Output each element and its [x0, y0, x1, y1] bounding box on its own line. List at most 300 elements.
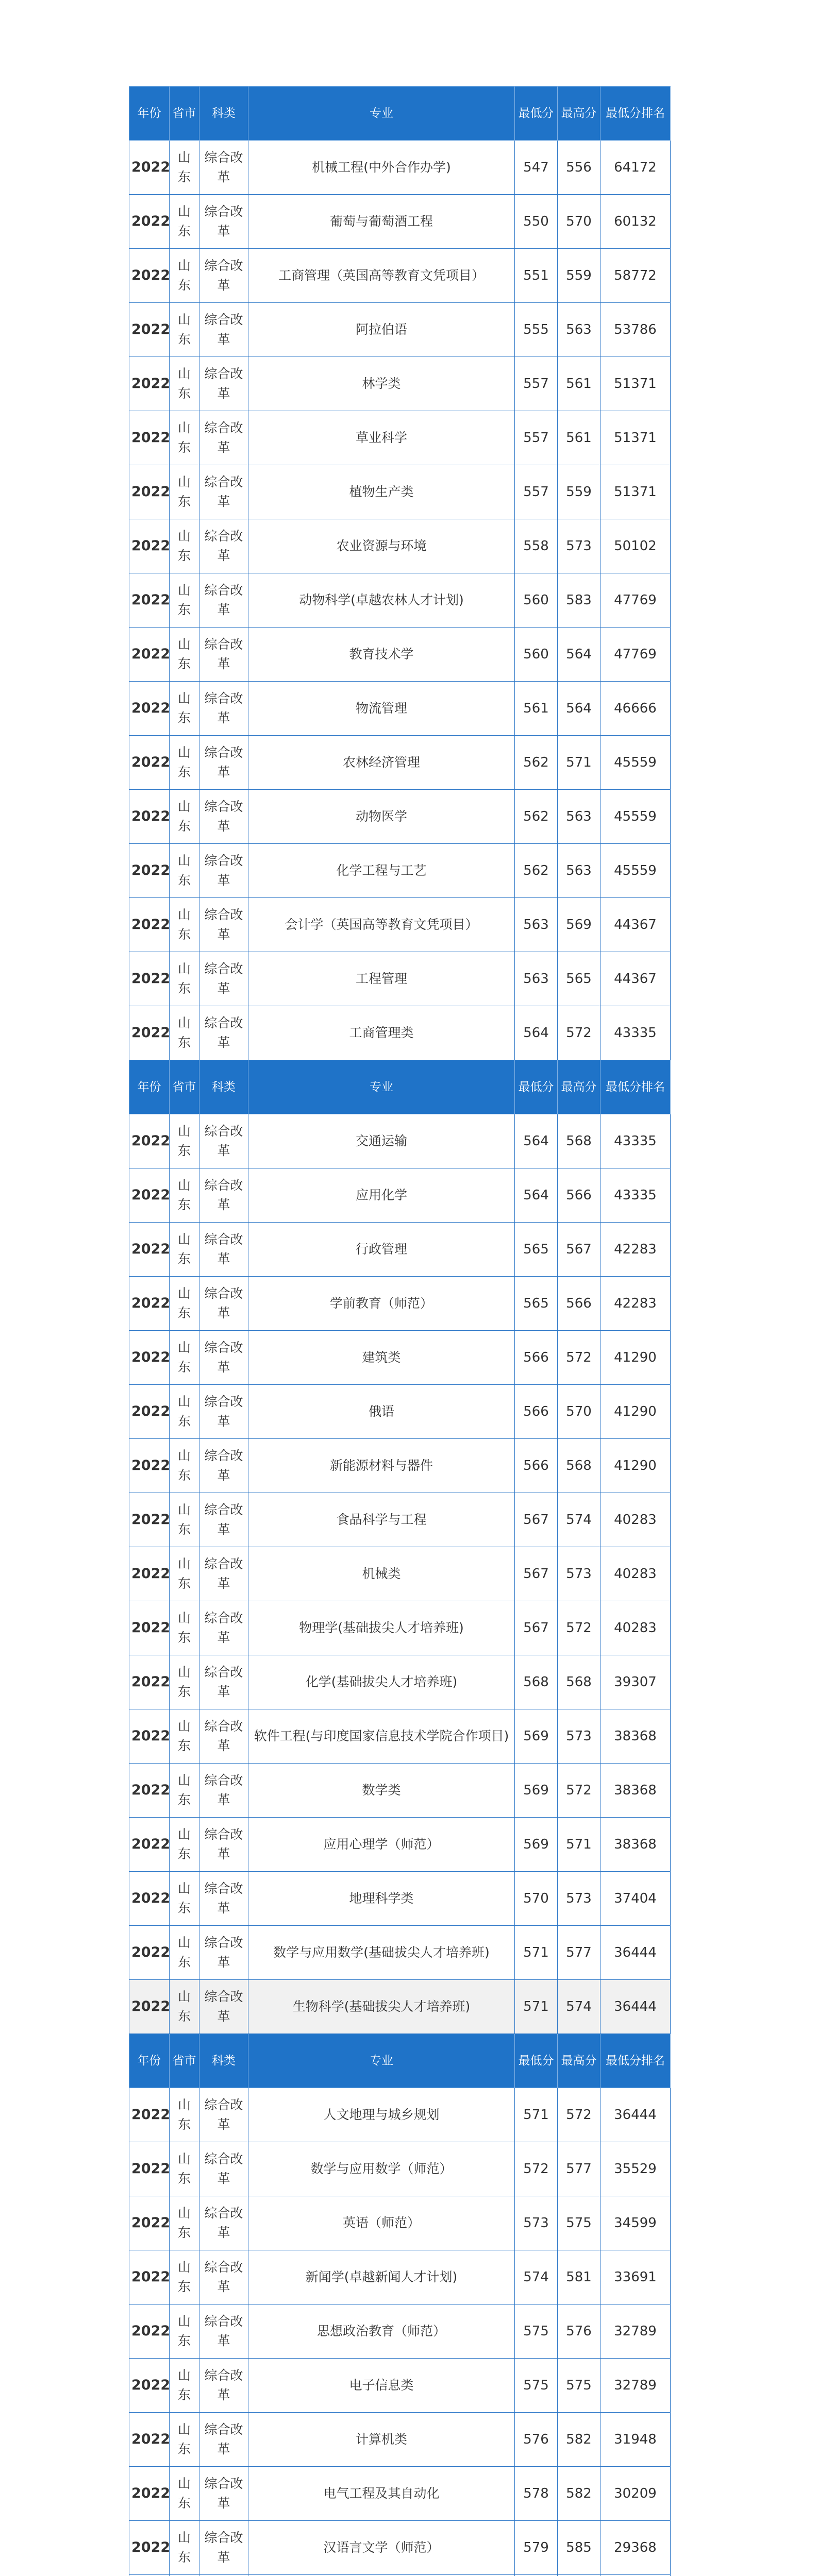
cell-province: 山东: [170, 1655, 199, 1709]
column-header-min: 最低分: [515, 2034, 558, 2088]
cell-major: 建筑类: [248, 1331, 515, 1385]
cell-major: 化学(基础拔尖人才培养班): [248, 1655, 515, 1709]
cell-province: 山东: [170, 1926, 199, 1980]
cell-rank: 44367: [600, 952, 671, 1006]
cell-year: 2022: [129, 411, 170, 465]
cell-category: 综合改革: [199, 573, 248, 628]
cell-category: 综合改革: [199, 1493, 248, 1547]
table-row: [129, 1168, 671, 1223]
cell-major: 应用化学: [248, 1168, 515, 1223]
cell-major: 数学类: [248, 1764, 515, 1818]
cell-category: 综合改革: [199, 1926, 248, 1980]
table-row: [129, 2413, 671, 2467]
cell-category: 综合改革: [199, 1601, 248, 1655]
cell-rank: 30209: [600, 2467, 671, 2521]
table-row: [129, 1277, 671, 1331]
cell-min: 569: [515, 1764, 558, 1818]
cell-max: 572: [558, 1331, 600, 1385]
cell-major: 思想政治教育（师范）: [248, 2304, 515, 2359]
cell-province: 山东: [170, 1980, 199, 2034]
cell-max: 565: [558, 952, 600, 1006]
cell-year: 2022: [129, 195, 170, 249]
cell-max: 581: [558, 2250, 600, 2304]
cell-category: 综合改革: [199, 2467, 248, 2521]
cell-min: 558: [515, 519, 558, 573]
cell-min: 561: [515, 682, 558, 736]
cell-province: 山东: [170, 1764, 199, 1818]
cell-rank: 36444: [600, 1980, 671, 2034]
column-header-year: 年份: [129, 87, 170, 141]
table-row: [129, 1547, 671, 1601]
cell-max: 572: [558, 1764, 600, 1818]
cell-province: 山东: [170, 1385, 199, 1439]
table-row: [129, 1926, 671, 1980]
cell-min: 566: [515, 1331, 558, 1385]
column-header-category: 科类: [199, 2034, 248, 2088]
cell-year: 2022: [129, 573, 170, 628]
cell-major: 物流管理: [248, 682, 515, 736]
column-header-max: 最高分: [558, 2034, 600, 2088]
cell-year: 2022: [129, 2521, 170, 2575]
column-header-min: 最低分: [515, 87, 558, 141]
cell-category: 综合改革: [199, 249, 248, 303]
cell-year: 2022: [129, 1168, 170, 1223]
cell-category: 综合改革: [199, 790, 248, 844]
cell-major: 机械类: [248, 1547, 515, 1601]
column-header-year: 年份: [129, 2034, 170, 2088]
cell-rank: 50102: [600, 519, 671, 573]
cell-major: 交通运输: [248, 1114, 515, 1168]
cell-max: 571: [558, 736, 600, 790]
cell-year: 2022: [129, 249, 170, 303]
cell-max: 564: [558, 628, 600, 682]
cell-rank: 31948: [600, 2413, 671, 2467]
cell-province: 山东: [170, 2196, 199, 2250]
cell-max: 556: [558, 141, 600, 195]
cell-min: 555: [515, 303, 558, 357]
column-header-major: 专业: [248, 1060, 515, 1114]
cell-category: 综合改革: [199, 736, 248, 790]
cell-max: 568: [558, 1439, 600, 1493]
cell-major: 葡萄与葡萄酒工程: [248, 195, 515, 249]
cell-rank: 51371: [600, 357, 671, 411]
cell-category: 综合改革: [199, 2250, 248, 2304]
cell-province: 山东: [170, 249, 199, 303]
cell-major: 工商管理类: [248, 1006, 515, 1060]
cell-rank: 53786: [600, 303, 671, 357]
cell-max: 574: [558, 1980, 600, 2034]
cell-rank: 41290: [600, 1331, 671, 1385]
cell-min: 571: [515, 2088, 558, 2142]
cell-year: 2022: [129, 2088, 170, 2142]
cell-max: 573: [558, 1872, 600, 1926]
cell-rank: 38368: [600, 1764, 671, 1818]
cell-min: 562: [515, 736, 558, 790]
cell-year: 2022: [129, 1493, 170, 1547]
cell-province: 山东: [170, 844, 199, 898]
column-header-province: 省市: [170, 1060, 199, 1114]
cell-rank: 34599: [600, 2196, 671, 2250]
cell-min: 571: [515, 1926, 558, 1980]
cell-category: 综合改革: [199, 2196, 248, 2250]
table-row: [129, 1709, 671, 1764]
cell-year: 2022: [129, 303, 170, 357]
table-row: [129, 2359, 671, 2413]
cell-rank: 42283: [600, 1223, 671, 1277]
table-row: [129, 249, 671, 303]
cell-rank: 43335: [600, 1168, 671, 1223]
cell-max: 572: [558, 1006, 600, 1060]
cell-category: 综合改革: [199, 1331, 248, 1385]
cell-max: 577: [558, 2142, 600, 2196]
cell-min: 575: [515, 2359, 558, 2413]
cell-rank: 32789: [600, 2304, 671, 2359]
table-row: [129, 303, 671, 357]
cell-year: 2022: [129, 2413, 170, 2467]
cell-year: 2022: [129, 1006, 170, 1060]
cell-province: 山东: [170, 141, 199, 195]
cell-min: 551: [515, 249, 558, 303]
cell-province: 山东: [170, 682, 199, 736]
cell-province: 山东: [170, 1493, 199, 1547]
cell-max: 585: [558, 2521, 600, 2575]
table-row: [129, 844, 671, 898]
cell-category: 综合改革: [199, 195, 248, 249]
column-header-major: 专业: [248, 87, 515, 141]
cell-major: 电气工程及其自动化: [248, 2467, 515, 2521]
cell-max: 569: [558, 898, 600, 952]
table-header-row: [129, 2034, 671, 2088]
cell-major: 人文地理与城乡规划: [248, 2088, 515, 2142]
cell-year: 2022: [129, 898, 170, 952]
cell-rank: 36444: [600, 1926, 671, 1980]
cell-max: 566: [558, 1168, 600, 1223]
cell-year: 2022: [129, 1601, 170, 1655]
cell-min: 568: [515, 1655, 558, 1709]
table-row: [129, 2521, 671, 2575]
cell-min: 562: [515, 844, 558, 898]
cell-min: 576: [515, 2413, 558, 2467]
cell-min: 564: [515, 1114, 558, 1168]
table-row: [129, 2142, 671, 2196]
cell-province: 山东: [170, 2521, 199, 2575]
cell-major: 学前教育（师范）: [248, 1277, 515, 1331]
cell-year: 2022: [129, 790, 170, 844]
cell-max: 571: [558, 1818, 600, 1872]
table-row: [129, 2304, 671, 2359]
column-header-rank: 最低分排名: [600, 2034, 671, 2088]
cell-province: 山东: [170, 465, 199, 519]
cell-province: 山东: [170, 1818, 199, 1872]
table-row: [129, 952, 671, 1006]
cell-province: 山东: [170, 1439, 199, 1493]
cell-max: 582: [558, 2467, 600, 2521]
cell-rank: 51371: [600, 411, 671, 465]
cell-category: 综合改革: [199, 411, 248, 465]
cell-major: 新能源材料与器件: [248, 1439, 515, 1493]
cell-rank: 33691: [600, 2250, 671, 2304]
cell-category: 综合改革: [199, 1223, 248, 1277]
cell-major: 阿拉伯语: [248, 303, 515, 357]
cell-min: 578: [515, 2467, 558, 2521]
cell-category: 综合改革: [199, 303, 248, 357]
cell-major: 电子信息类: [248, 2359, 515, 2413]
table-row: [129, 682, 671, 736]
cell-province: 山东: [170, 1114, 199, 1168]
cell-min: 569: [515, 1709, 558, 1764]
table-row: [129, 898, 671, 952]
cell-rank: 41290: [600, 1385, 671, 1439]
cell-year: 2022: [129, 1818, 170, 1872]
cell-category: 综合改革: [199, 1006, 248, 1060]
cell-category: 综合改革: [199, 1168, 248, 1223]
cell-min: 570: [515, 1872, 558, 1926]
cell-rank: 40283: [600, 1547, 671, 1601]
cell-category: 综合改革: [199, 628, 248, 682]
cell-max: 574: [558, 1493, 600, 1547]
cell-major: 数学与应用数学（师范）: [248, 2142, 515, 2196]
cell-min: 566: [515, 1385, 558, 1439]
cell-major: 应用心理学（师范）: [248, 1818, 515, 1872]
table-row: [129, 141, 671, 195]
cell-rank: 29368: [600, 2521, 671, 2575]
cell-max: 561: [558, 411, 600, 465]
cell-min: 563: [515, 898, 558, 952]
cell-min: 563: [515, 952, 558, 1006]
cell-max: 573: [558, 1547, 600, 1601]
cell-category: 综合改革: [199, 465, 248, 519]
cell-major: 植物生产类: [248, 465, 515, 519]
cell-max: 559: [558, 249, 600, 303]
cell-min: 557: [515, 357, 558, 411]
cell-category: 综合改革: [199, 2304, 248, 2359]
table-row: [129, 1872, 671, 1926]
cell-major: 草业科学: [248, 411, 515, 465]
table-row: [129, 1601, 671, 1655]
cell-max: 572: [558, 1601, 600, 1655]
cell-year: 2022: [129, 1980, 170, 2034]
cell-category: 综合改革: [199, 1655, 248, 1709]
cell-rank: 47769: [600, 573, 671, 628]
cell-major: 生物科学(基础拔尖人才培养班): [248, 1980, 515, 2034]
cell-province: 山东: [170, 1331, 199, 1385]
cell-year: 2022: [129, 1439, 170, 1493]
cell-year: 2022: [129, 141, 170, 195]
cell-rank: 42283: [600, 1277, 671, 1331]
table-row: [129, 1114, 671, 1168]
cell-max: 568: [558, 1655, 600, 1709]
table-row: [129, 1223, 671, 1277]
cell-major: 英语（师范）: [248, 2196, 515, 2250]
cell-province: 山东: [170, 1709, 199, 1764]
cell-rank: 38368: [600, 1818, 671, 1872]
table-row: [129, 2467, 671, 2521]
cell-province: 山东: [170, 1601, 199, 1655]
cell-min: 572: [515, 2142, 558, 2196]
cell-province: 山东: [170, 519, 199, 573]
cell-year: 2022: [129, 2250, 170, 2304]
cell-min: 571: [515, 1980, 558, 2034]
table-row: [129, 1655, 671, 1709]
admission-score-document: [129, 86, 670, 2576]
cell-max: 582: [558, 2413, 600, 2467]
cell-min: 579: [515, 2521, 558, 2575]
cell-category: 综合改革: [199, 141, 248, 195]
cell-rank: 44367: [600, 898, 671, 952]
cell-category: 综合改革: [199, 952, 248, 1006]
cell-province: 山东: [170, 1872, 199, 1926]
column-header-max: 最高分: [558, 1060, 600, 1114]
cell-category: 综合改革: [199, 1547, 248, 1601]
cell-rank: 35529: [600, 2142, 671, 2196]
table-row: [129, 2088, 671, 2142]
cell-min: 557: [515, 411, 558, 465]
cell-max: 561: [558, 357, 600, 411]
cell-max: 564: [558, 682, 600, 736]
cell-max: 563: [558, 303, 600, 357]
cell-category: 综合改革: [199, 1439, 248, 1493]
table-row: [129, 411, 671, 465]
column-header-year: 年份: [129, 1060, 170, 1114]
cell-major: 工程管理: [248, 952, 515, 1006]
cell-min: 575: [515, 2304, 558, 2359]
cell-major: 行政管理: [248, 1223, 515, 1277]
cell-min: 566: [515, 1439, 558, 1493]
cell-rank: 40283: [600, 1493, 671, 1547]
cell-max: 573: [558, 519, 600, 573]
cell-category: 综合改革: [199, 519, 248, 573]
cell-province: 山东: [170, 411, 199, 465]
cell-max: 583: [558, 573, 600, 628]
cell-min: 569: [515, 1818, 558, 1872]
column-header-category: 科类: [199, 1060, 248, 1114]
cell-province: 山东: [170, 1223, 199, 1277]
cell-province: 山东: [170, 628, 199, 682]
table-row: [129, 2250, 671, 2304]
cell-province: 山东: [170, 1547, 199, 1601]
column-header-major: 专业: [248, 2034, 515, 2088]
cell-category: 综合改革: [199, 1872, 248, 1926]
cell-category: 综合改革: [199, 2521, 248, 2575]
cell-category: 综合改革: [199, 2088, 248, 2142]
cell-major: 物理学(基础拔尖人才培养班): [248, 1601, 515, 1655]
cell-major: 林学类: [248, 357, 515, 411]
cell-min: 547: [515, 141, 558, 195]
cell-province: 山东: [170, 898, 199, 952]
cell-category: 综合改革: [199, 1277, 248, 1331]
cell-min: 550: [515, 195, 558, 249]
cell-major: 汉语言文学（师范）: [248, 2521, 515, 2575]
cell-min: 564: [515, 1006, 558, 1060]
table-row: [129, 1818, 671, 1872]
cell-max: 570: [558, 195, 600, 249]
score-table: [129, 86, 671, 2576]
cell-year: 2022: [129, 465, 170, 519]
cell-max: 575: [558, 2196, 600, 2250]
cell-category: 综合改革: [199, 1385, 248, 1439]
cell-rank: 37404: [600, 1872, 671, 1926]
table-row: [129, 465, 671, 519]
cell-rank: 58772: [600, 249, 671, 303]
cell-year: 2022: [129, 1872, 170, 1926]
cell-year: 2022: [129, 736, 170, 790]
cell-province: 山东: [170, 2467, 199, 2521]
cell-province: 山东: [170, 357, 199, 411]
cell-province: 山东: [170, 2359, 199, 2413]
column-header-province: 省市: [170, 2034, 199, 2088]
column-header-rank: 最低分排名: [600, 1060, 671, 1114]
column-header-min: 最低分: [515, 1060, 558, 1114]
cell-rank: 39307: [600, 1655, 671, 1709]
cell-province: 山东: [170, 790, 199, 844]
column-header-province: 省市: [170, 87, 199, 141]
cell-min: 562: [515, 790, 558, 844]
table-row: [129, 1439, 671, 1493]
cell-province: 山东: [170, 195, 199, 249]
cell-year: 2022: [129, 519, 170, 573]
cell-category: 综合改革: [199, 844, 248, 898]
table-row: [129, 790, 671, 844]
cell-category: 综合改革: [199, 1709, 248, 1764]
table-row: [129, 1006, 671, 1060]
cell-rank: 43335: [600, 1114, 671, 1168]
cell-rank: 45559: [600, 736, 671, 790]
cell-year: 2022: [129, 2467, 170, 2521]
cell-major: 农业资源与环境: [248, 519, 515, 573]
cell-category: 综合改革: [199, 1980, 248, 2034]
table-header-row: [129, 87, 671, 141]
cell-min: 567: [515, 1547, 558, 1601]
cell-max: 577: [558, 1926, 600, 1980]
cell-category: 综合改革: [199, 682, 248, 736]
cell-rank: 32789: [600, 2359, 671, 2413]
cell-rank: 43335: [600, 1006, 671, 1060]
cell-province: 山东: [170, 2142, 199, 2196]
cell-category: 综合改革: [199, 1114, 248, 1168]
cell-rank: 60132: [600, 195, 671, 249]
cell-max: 566: [558, 1277, 600, 1331]
cell-max: 567: [558, 1223, 600, 1277]
column-header-category: 科类: [199, 87, 248, 141]
cell-min: 567: [515, 1601, 558, 1655]
cell-major: 动物科学(卓越农林人才计划): [248, 573, 515, 628]
cell-year: 2022: [129, 1385, 170, 1439]
cell-province: 山东: [170, 952, 199, 1006]
cell-major: 机械工程(中外合作办学): [248, 141, 515, 195]
cell-major: 地理科学类: [248, 1872, 515, 1926]
table-row: [129, 573, 671, 628]
table-row: [129, 357, 671, 411]
cell-category: 综合改革: [199, 1818, 248, 1872]
cell-province: 山东: [170, 2304, 199, 2359]
cell-rank: 38368: [600, 1709, 671, 1764]
cell-max: 576: [558, 2304, 600, 2359]
cell-province: 山东: [170, 1006, 199, 1060]
cell-category: 综合改革: [199, 2413, 248, 2467]
cell-rank: 45559: [600, 844, 671, 898]
cell-min: 560: [515, 573, 558, 628]
cell-year: 2022: [129, 1655, 170, 1709]
cell-rank: 36444: [600, 2088, 671, 2142]
cell-rank: 47769: [600, 628, 671, 682]
cell-major: 教育技术学: [248, 628, 515, 682]
table-row: [129, 1493, 671, 1547]
cell-major: 俄语: [248, 1385, 515, 1439]
cell-province: 山东: [170, 1168, 199, 1223]
cell-year: 2022: [129, 2304, 170, 2359]
cell-major: 动物医学: [248, 790, 515, 844]
cell-rank: 51371: [600, 465, 671, 519]
